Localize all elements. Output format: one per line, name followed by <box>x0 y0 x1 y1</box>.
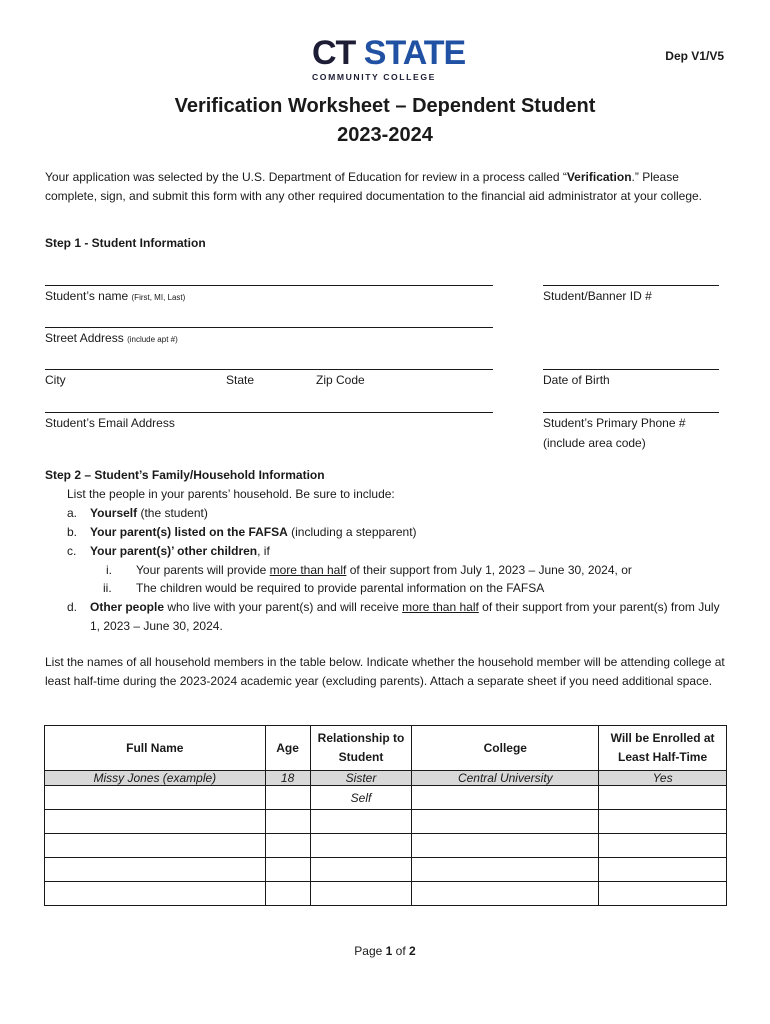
street-address-label: Street Address (include apt #) <box>45 331 178 345</box>
list-item-c-i-text: Your parents will provide more than half of their support from July 1, 2023 – June 30, 2024, or <box>136 563 632 577</box>
logo-subtitle: COMMUNITY COLLEGE <box>312 72 436 82</box>
age-cell[interactable] <box>265 834 310 858</box>
phone-label: Student’s Primary Phone # <box>543 416 686 430</box>
page-number: Page 1 of 2 <box>354 944 416 958</box>
relationship-self-cell: Self <box>310 786 412 810</box>
phone-field[interactable] <box>543 412 719 413</box>
state-label: State <box>226 373 255 387</box>
college-cell[interactable] <box>412 834 599 858</box>
header-age: Age <box>265 726 310 771</box>
table-row <box>45 858 727 882</box>
dob-label: Date of Birth <box>543 373 610 387</box>
list-item-c: c. <box>67 544 77 558</box>
step2-intro: List the people in your parents’ household. Be sure to include: <box>67 487 395 501</box>
age-cell[interactable] <box>265 882 310 906</box>
enrolled-cell[interactable] <box>599 882 727 906</box>
college-cell[interactable] <box>412 810 599 834</box>
table-row-example <box>45 771 727 786</box>
age-cell[interactable] <box>265 810 310 834</box>
name-cell[interactable] <box>45 834 266 858</box>
table-row <box>45 786 727 810</box>
relationship-cell[interactable] <box>310 810 412 834</box>
list-item-b: b. <box>67 525 78 539</box>
city-state-zip-field[interactable] <box>45 369 493 370</box>
banner-id-field[interactable] <box>543 285 719 286</box>
email-label: Student’s Email Address <box>45 416 175 430</box>
list-item-b-text: Your parent(s) listed on the FAFSA (including a stepparent) <box>90 525 417 539</box>
table-row <box>45 834 727 858</box>
student-name-label: Student’s name (First, MI, Last) <box>45 289 186 303</box>
name-cell[interactable] <box>45 882 266 906</box>
list-item-c-text: Your parent(s)’ other children, if <box>90 544 270 558</box>
college-cell[interactable] <box>412 786 599 810</box>
name-cell[interactable] <box>45 810 266 834</box>
step1-heading: Step 1 - Student Information <box>45 236 206 250</box>
name-cell[interactable] <box>45 786 266 810</box>
example-college: Central University <box>412 771 599 786</box>
age-cell[interactable] <box>265 786 310 810</box>
relationship-cell[interactable] <box>310 858 412 882</box>
list-item-a-text: Yourself (the student) <box>90 506 208 520</box>
dob-field[interactable] <box>543 369 719 370</box>
list-item-a: a. <box>67 506 78 520</box>
page-year: 2023-2024 <box>337 124 433 146</box>
header-full-name: Full Name <box>45 726 266 771</box>
phone-hint: (include area code) <box>543 436 646 450</box>
enrolled-cell[interactable] <box>599 786 727 810</box>
college-cell[interactable] <box>412 882 599 906</box>
enrolled-cell[interactable] <box>599 858 727 882</box>
college-logo <box>312 34 466 82</box>
college-cell[interactable] <box>412 858 599 882</box>
email-field[interactable] <box>45 412 493 413</box>
list-item-d: d. <box>67 600 78 614</box>
form-version: Dep V1/V5 <box>665 49 724 63</box>
table-header-row <box>45 726 727 771</box>
list-item-c-ii-text: The children would be required to provide parental information on the FAFSA <box>136 581 545 595</box>
logo-wordmark: CT STATE <box>312 34 466 72</box>
header-relationship: Relationship to Student <box>310 726 412 771</box>
header-college: College <box>412 726 599 771</box>
table-intro: List the names of all household members in the table below. Indicate whether the household member will be attending college at least half-time during the 2023-2024 academic year (excluding parents). Attach a separate sheet if you need additional space. <box>45 655 725 688</box>
enrolled-cell[interactable] <box>599 834 727 858</box>
step2-heading: Step 2 – Student’s Family/Household Information <box>45 468 325 482</box>
street-address-field[interactable] <box>45 327 493 328</box>
header-enrolled: Will be Enrolled at Least Half-Time <box>599 726 727 771</box>
age-cell[interactable] <box>265 858 310 882</box>
name-cell[interactable] <box>45 858 266 882</box>
example-enrolled: Yes <box>599 771 727 786</box>
table-row <box>45 810 727 834</box>
city-label: City <box>45 373 66 387</box>
banner-id-label: Student/Banner ID # <box>543 289 652 303</box>
page-title: Verification Worksheet – Dependent Student <box>174 95 596 117</box>
example-age: 18 <box>265 771 310 786</box>
relationship-cell[interactable] <box>310 882 412 906</box>
table-row <box>45 882 727 906</box>
list-item-c-ii: ii. <box>103 581 112 595</box>
example-relationship: Sister <box>310 771 412 786</box>
relationship-cell[interactable] <box>310 834 412 858</box>
list-item-d-text: Other people who live with your parent(s) and will receive more than half of their support from your parent(s) from July 1, 2023 – June 30, 2024. <box>90 600 720 633</box>
enrolled-cell[interactable] <box>599 810 727 834</box>
example-name: Missy Jones (example) <box>45 771 266 786</box>
list-item-c-i: i. <box>106 563 112 577</box>
student-name-field[interactable] <box>45 285 493 286</box>
household-table <box>44 725 727 906</box>
zip-label: Zip Code <box>316 373 365 387</box>
intro-paragraph: Your application was selected by the U.S. Department of Education for review in a process called “Verification.” Please complete, sign, and submit this form with any other required documentation to the financial aid administrator at your college. <box>45 170 703 203</box>
